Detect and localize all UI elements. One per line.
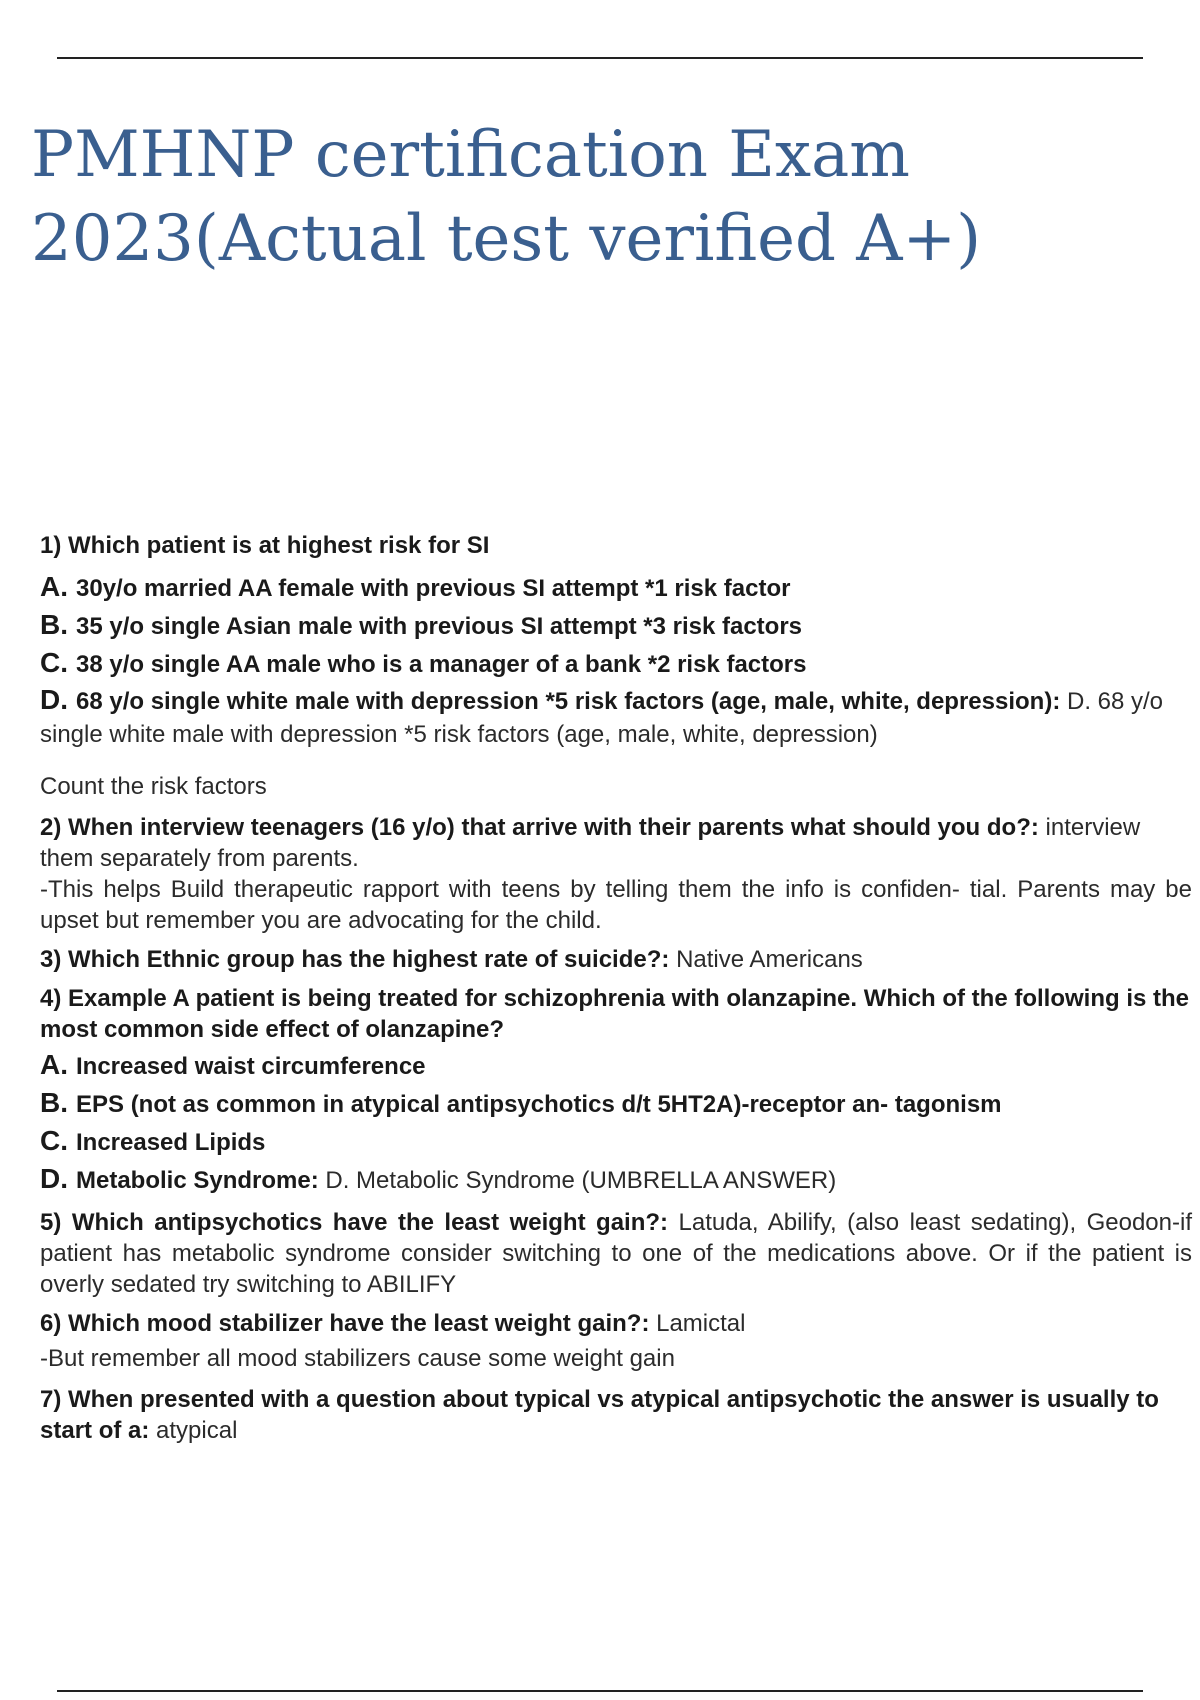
option-text: 68 y/o single white male with depression *5 risk factors (age, male, white, depression):: [76, 688, 1061, 715]
option-text: Increased waist circumference: [76, 1053, 426, 1080]
option-d: [40, 683, 1192, 751]
question-3: [40, 944, 1192, 975]
question-number: 5): [40, 1209, 62, 1236]
question-text: Which patient is at highest risk for SI: [68, 532, 490, 559]
option-text: EPS (not as common in atypical antipsychotics d/t 5HT2A)-receptor an- tagonism: [76, 1091, 1002, 1118]
option-letter: A.: [40, 1049, 68, 1080]
option-b: [40, 607, 1192, 645]
option-a: [40, 1047, 1192, 1085]
question-1: [40, 530, 1192, 561]
option-letter: B.: [40, 609, 68, 640]
question-number: 7): [40, 1386, 62, 1413]
note-text: -But remember all mood stabilizers cause some weight gain: [40, 1345, 675, 1372]
option-letter: D.: [40, 1163, 68, 1194]
option-text: 35 y/o single Asian male with previous SI attempt *3 risk factors: [76, 613, 803, 640]
answer-text: interview them separately from parents.: [40, 814, 1141, 872]
option-c: [40, 1123, 1192, 1161]
questions-list: [40, 530, 1192, 1454]
question-4: [40, 983, 1192, 1045]
question-5: [40, 1207, 1192, 1300]
option-c: [40, 645, 1192, 683]
question-number: 3): [40, 946, 62, 973]
question-number: 4): [40, 985, 62, 1012]
option-text: Metabolic Syndrome:: [76, 1167, 319, 1194]
answer-text: Latuda, Abilify, (also least sedating), Geodon-if patient has metabolic syndrome consider switching to one of the medications above. Or if the patient is overly sedated try switching to ABILIFY: [40, 1209, 1192, 1298]
answer-text: Lamictal: [656, 1310, 746, 1337]
option-letter: B.: [40, 1087, 68, 1118]
question-number: 2): [40, 814, 62, 841]
question-number: 6): [40, 1310, 62, 1337]
question-text: Which Ethnic group has the highest rate of suicide?:: [68, 946, 670, 973]
question-text: Example A patient is being treated for schizophrenia with olanzapine. Which of the following is the most common side effect of olanzapine?: [40, 985, 1190, 1043]
answer-text: atypical: [156, 1417, 238, 1444]
answer-text: Native Americans: [676, 946, 863, 973]
option-text: 38 y/o single AA male who is a manager of a bank *2 risk factors: [76, 651, 807, 678]
answer-text: D. Metabolic Syndrome (UMBRELLA ANSWER): [325, 1167, 837, 1194]
title-line-1: PMHNP certification Exam: [31, 118, 910, 192]
option-letter: A.: [40, 571, 68, 602]
question-6: [40, 1308, 1192, 1339]
title-line-2: 2023(Actual test verified A+): [31, 202, 982, 276]
question-text: Which antipsychotics have the least weight gain?:: [71, 1209, 669, 1236]
top-divider: [57, 57, 1143, 59]
option-a: [40, 569, 1192, 607]
option-letter: D.: [40, 684, 68, 715]
question-text: Which mood stabilizer have the least weight gain?:: [68, 1310, 650, 1337]
question-text: When interview teenagers (16 y/o) that arrive with their parents what should you do?:: [68, 814, 1039, 841]
option-letter: C.: [40, 1125, 68, 1156]
option-text: 30y/o married AA female with previous SI attempt *1 risk factor: [76, 575, 791, 602]
question-text: When presented with a question about typical vs atypical antipsychotic the answer is usually to start of a:: [40, 1386, 1159, 1444]
document-title: [31, 113, 1161, 281]
question-7: [40, 1384, 1192, 1446]
option-letter: C.: [40, 647, 68, 678]
note-text: Count the risk factors: [40, 773, 267, 800]
option-d: [40, 1161, 1192, 1199]
question-2: [40, 812, 1192, 936]
option-b: [40, 1085, 1192, 1123]
option-text: Increased Lipids: [76, 1129, 266, 1156]
answer-text: D. 68 y/o single white male with depression *5 risk factors (age, male, white, depression): [40, 688, 1164, 748]
bottom-divider: [57, 1690, 1143, 1692]
note-text: -This helps Build therapeutic rapport with teens by telling them the info is confiden- tial. Parents may be upset but remember you are advocating for the child.: [40, 876, 1192, 934]
question-number: 1): [40, 532, 62, 559]
